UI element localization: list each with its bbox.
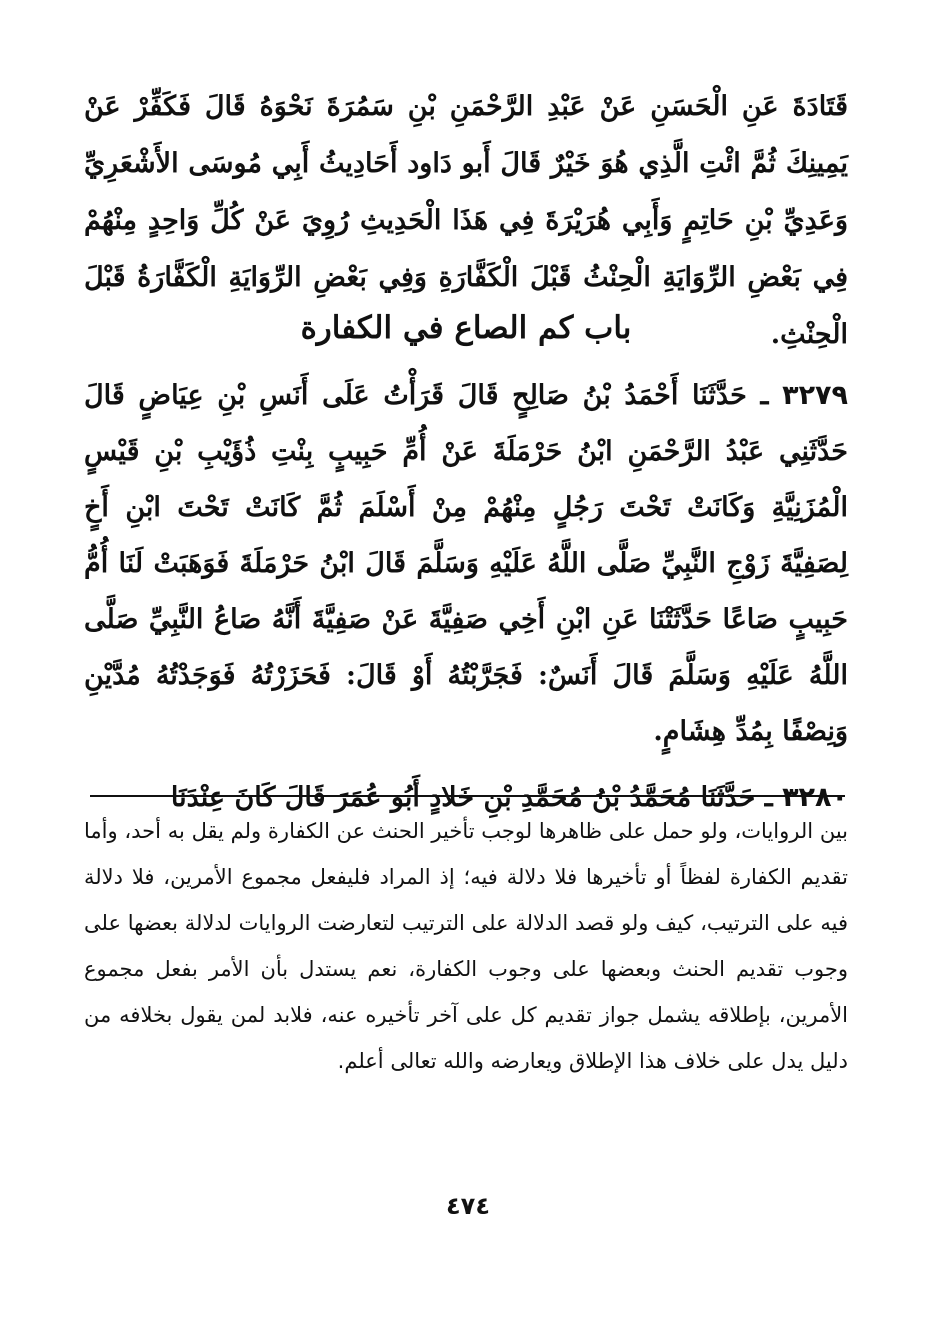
hadith-3279 (84, 368, 848, 760)
hadith-number: ٣٢٨٠ (782, 782, 848, 813)
chapter-title: باب كم الصاع في الكفارة (300, 310, 632, 346)
hadith-separator: ـ (764, 782, 773, 813)
page-number: ٤٧٤ (446, 1192, 490, 1220)
hadith-text: حَدَّثَنَا أَحْمَدُ بْنُ صَالِحٍ قَالَ قَرَأْتُ عَلَى أَنَسِ بْنِ عِيَاضٍ قَالَ حَدَّثَنِي عَبْدُ الرَّحْمَنِ ابْنُ حَرْمَلَةَ عَنْ أُمِّ حَبِيبٍ بِنْتِ ذُؤَيْبِ بْنِ قَيْسٍ الْمُزَنِيَّةِ وَكَانَتْ تَحْتَ رَجُلٍ مِنْهُمْ مِنْ أَسْلَمَ ثُمَّ كَانَتْ تَحْتَ ابْنِ أَخٍ لِصَفِيَّةَ زَوْجِ النَّبِيِّ صَلَّى اللَّهُ عَلَيْهِ وَسَلَّمَ قَالَ ابْنُ حَرْمَلَةَ فَوَهَبَتْ لَنَا أُمُّ حَبِيبٍ صَاعًا حَدَّثَتْنَا عَنِ ابْنِ أَخِي صَفِيَّةَ عَنْ صَفِيَّةَ أَنَّهُ صَاعُ النَّبِيِّ صَلَّى اللَّهُ عَلَيْهِ وَسَلَّمَ قَالَ أَنَسٌ: فَجَرَّبْتُهُ أَوْ قَالَ: فَحَزَرْتُهُ فَوَجَدْتُهُ مُدَّيْنِ وَنِصْفًا بِمُدِّ هِشَامٍ. (84, 380, 848, 747)
footnote-text: بين الروايات، ولو حمل على ظاهرها لوجب تأخير الحنث عن الكفارة ولم يقل به أحد، وأما تقديم الكفارة لفظاً أو تأخيرها فلا دلالة فيه؛ إذ المراد فليفعل مجموع الأمرين، فلا دلالة فيه على الترتيب، كيف ولو قصد الدلالة على الترتيب لتعارضت الروايات لدلالة بعضها على وجوب تقديم الحنث وبعضها على وجوب الكفارة، نعم يستدل بأن الأمر بفعل مجموع الأمرين، بإطلاقه يشمل جواز تقديم كل على آخر تأخيره عنه، فلابد لمن يقول بخلافه من دليل يدل على خلاف هذا الإطلاق ويعارضه والله تعالى أعلم. (84, 819, 848, 1073)
top-paragraph-text: قَتَادَةَ عَنِ الْحَسَنِ عَنْ عَبْدِ الرَّحْمَنِ بْنِ سَمُرَةَ نَحْوَهُ قَالَ فَكَفِّرْ عَنْ يَمِينِكَ ثُمَّ ائْتِ الَّذِي هُوَ خَيْرٌ قَالَ أَبو دَاود أَحَادِيثُ أَبِي مُوسَى الأَشْعَرِيِّ وَعَدِيِّ بْنِ حَاتِمٍ وَأَبِي هُرَيْرَةَ فِي هَذَا الْحَدِيثِ رُوِيَ عَنْ كُلِّ وَاحِدٍ مِنْهُمْ فِي بَعْضِ الرِّوَايَةِ الْحِنْثُ قَبْلَ الْكَفَّارَةِ وَفِي بَعْضِ الرِّوَايَةِ الْكَفَّارَةُ قَبْلَ الْحِنْثِ. (84, 91, 848, 350)
footnote-divider (90, 795, 845, 797)
hadith-section (84, 368, 848, 826)
hadith-text: حَدَّثَنَا مُحَمَّدُ بْنُ مُحَمَّدِ بْنِ خَلادٍ أَبُو عُمَرَ قَالَ كَانَ عِنْدَنَا (170, 782, 756, 813)
hadith-separator: ـ (760, 380, 769, 411)
hadith-number: ٣٢٧٩ (782, 380, 849, 411)
footnote (84, 808, 848, 1084)
